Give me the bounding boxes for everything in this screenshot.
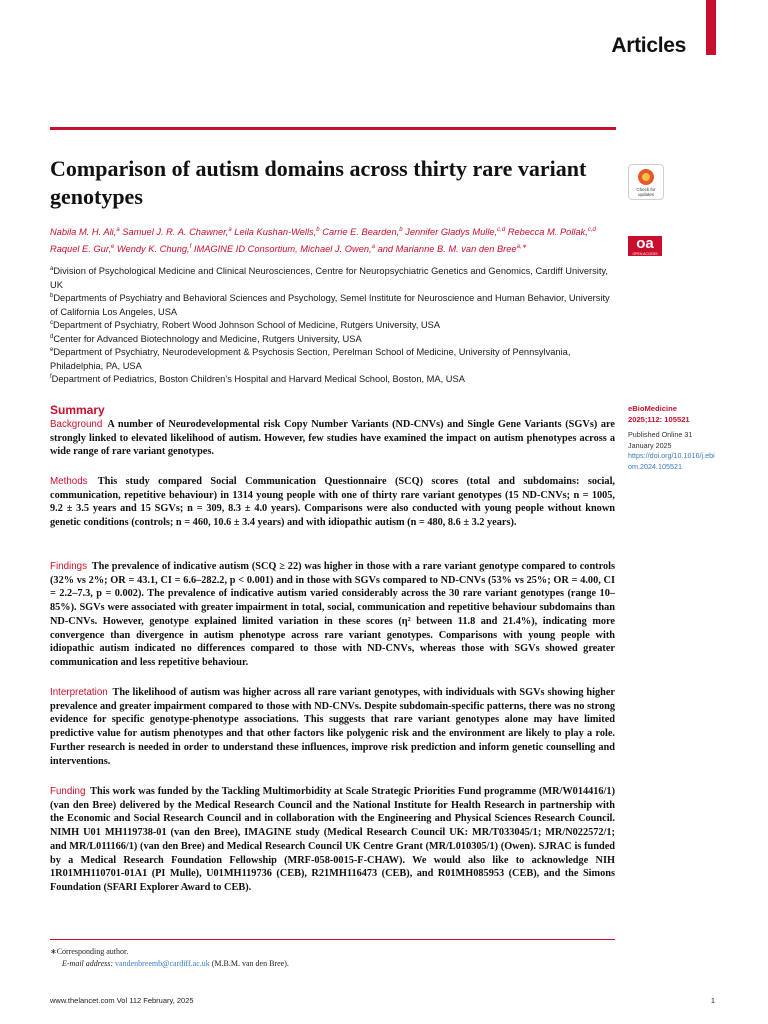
affiliation-marker: a — [50, 265, 54, 272]
affiliation-item — [50, 346, 620, 373]
funding-label: Funding — [50, 786, 86, 797]
article-metadata-sidebar — [628, 403, 718, 472]
summary-heading: Summary — [50, 403, 105, 417]
affiliation-text: Center for Advanced Biotechnology and Medicine, Rutgers University, USA — [53, 333, 362, 344]
affiliation-item — [50, 319, 620, 333]
page-number: 1 — [710, 996, 715, 1005]
affiliation-marker: f — [50, 373, 52, 380]
background-text: A number of Neurodevelopmental risk Copy Number Variants (ND-CNVs) and Single Gene Variants (SGVs) are strongly linked to elevated likelihood of autism. However, few studies have examined the impact on autism phenotypes across a wide range of rare variant genotypes. — [50, 419, 615, 458]
page-footer-journal-info: www.thelancet.com Vol 112 February, 2025 — [50, 996, 194, 1005]
email-label: E-mail address: — [62, 958, 114, 968]
author-affiliation-marker: f — [189, 243, 192, 250]
email-link[interactable]: vandenbreemb@cardiff.ac.uk — [115, 958, 210, 968]
footnote-divider — [50, 939, 615, 940]
affiliation-item — [50, 373, 620, 387]
check-updates-icon-center — [642, 173, 650, 181]
funding-paragraph — [50, 785, 615, 895]
background-label: Background — [50, 419, 103, 430]
author-name[interactable]: Jennifer Gladys Mulle, — [405, 227, 498, 237]
published-date: Published Online 31 January 2025 — [628, 430, 693, 450]
interpretation-text: The likelihood of autism was higher across all rare variant genotypes, with individuals with SGVs showing higher prevalence and greater impairment compared to those with ND-CNVs. Despite subdomain-specific patterns, there was no strong evidence for specific genotype-phenotype associations. This suggests that rare variant genotypes alone may have limited predictive value for autism phenotypes and that other factors like polygenic risk and the environment are likely to play a role. Further research is needed in order to understand these influences, improve risk prediction and inform genetic counselling and interventions. — [50, 687, 616, 767]
author-name[interactable]: Raquel E. Gur, — [50, 244, 111, 254]
author-name[interactable]: Rebecca M. Pollak, — [507, 227, 588, 237]
email-line — [50, 958, 615, 970]
open-access-logo-subtext: OPEN ACCESS — [632, 252, 658, 256]
section-label: Articles — [611, 34, 686, 57]
author-list — [50, 224, 615, 258]
author-affiliation-marker: e — [110, 243, 115, 250]
affiliation-list — [50, 265, 620, 387]
affiliation-item — [50, 333, 620, 347]
author-name[interactable]: Nabila M. H. Ali, — [50, 227, 117, 237]
open-access-logo — [628, 236, 662, 256]
author-name[interactable]: IMAGINE ID Consortium, Michael J. Owen, — [193, 244, 372, 254]
author-affiliation-marker: a — [228, 226, 232, 233]
title-divider — [50, 127, 616, 130]
author-affiliation-marker: b — [399, 226, 403, 233]
affiliation-text: Department of Pediatrics, Boston Children’s Hospital and Harvard Medical School, Boston, MA, USA — [51, 374, 465, 384]
funding-text: This work was funded by the Tackling Multimorbidity at Scale Strategic Priorities Fund programme (MR/W014416/1) (van den Bree) delivered by the Medical Research Council and the National Institute for Health Research in partnership with the Economic and Social Research Council and in collaboration with the Engineering and Physical Sciences Research Council. NIMH U01 MH119738-01 (van den Bree), IMAGINE study (Medical Research Council UK: MR/T033045/1; MR/N022572/1; and MR/L011166/1) (van den Bree) and Medical Research Council UK Centre Grant (MR/L010305/1) (Owen). SJRAC is funded by a Medical Research Foundation Fellowship (MRF-058-0015-F-CHAW). We would also like to acknowledge NIH 1R01MH110701-01A1 (PI Mulle), U01MH119736 (CEB), R21MH116473 (CEB), and R01MH085953 (CEB), and the Simons Foundation (SFARI Explorer Award to CEB). — [50, 786, 616, 893]
check-updates-label: Check for updates — [636, 187, 656, 197]
methods-text: This study compared Social Communication Questionnaire (SCQ) scores (total and subdomains: social, communication, repetitive behaviour) in 1314 young people with one of thirty rare variant genotypes (15 ND-CNVs; n = 1005, 9.2 ± 3.5 years and 15 SGVs; n = 309, 8.3 ± 4.0 years). Comparisons were also conducted with young people without known genetic conditions (controls; n = 460, 10.6 ± 3.4 years) and with idiopathic autism (n = 480, 8.6 ± 3.2 years). — [50, 476, 615, 529]
author-affiliation-marker: a,∗ — [516, 243, 527, 250]
background-paragraph — [50, 418, 615, 459]
author-affiliation-marker: c,d — [587, 226, 596, 233]
journal-volume: 2025;112: 105521 — [628, 415, 690, 424]
author-name[interactable]: Carrie E. Bearden, — [322, 227, 400, 237]
affiliation-marker: b — [50, 292, 54, 299]
corresponding-author-note: ∗Corresponding author. — [50, 947, 129, 956]
findings-text: The prevalence of indicative autism (SCQ ≥ 22) was higher in those with a rare variant genotype compared to controls (32% vs 2%; OR = 43.1, CI = 6.6–282.2, p < 0.001) and in those with SGVs compared to ND-CNVs (53% vs 25%; OR = 4.00, CI = 2.2–7.3, p = 0.002). The prevalence of indicative autism varied considerably across the 30 rare variant genotypes (range 10–85%). SGVs were associated with greater impairment in total, social, communication and repetitive behaviour subdomains than ND-CNVs. However, genotype explained limited variation in these scores (η² between 11.8 and 21.4%), indicating more convergence than divergence in autism phenotype across rare variant genotypes. Comparisons with young people with idiopathic autism indicated no differences compared to those with ND-CNVs, whereas those with SGVs showed greater communication and less repetitive behaviour. — [50, 561, 616, 668]
article-title: Comparison of autism domains across thirty rare variant genotypes — [50, 156, 587, 209]
findings-paragraph — [50, 560, 615, 670]
author-name[interactable]: Wendy K. Chung, — [116, 244, 190, 254]
methods-paragraph — [50, 475, 615, 530]
affiliation-text: Division of Psychological Medicine and Clinical Neurosciences, Centre for Neuropsychiatric Genetics and Genomics, Cardiff University, UK — [50, 266, 608, 290]
journal-color-bar — [706, 0, 716, 55]
author-affiliation-marker: a — [116, 226, 120, 233]
affiliation-text: Departments of Psychiatry and Behavioral Sciences and Psychology, Semel Institute for Neuroscience and Human Behavior, University of California Los Angeles, USA — [50, 293, 610, 317]
doi-link[interactable]: https://doi.org/10.1016/j.ebiom.2024.105521 — [628, 451, 715, 471]
author-affiliation-marker: a — [371, 243, 375, 250]
journal-name: eBioMedicine — [628, 404, 677, 413]
author-affiliation-marker: b — [316, 226, 320, 233]
author-name[interactable]: and Marianne B. M. van den Bree — [377, 244, 517, 254]
affiliation-marker: c — [50, 319, 53, 326]
affiliation-marker: d — [50, 333, 54, 340]
check-for-updates-badge[interactable] — [628, 164, 664, 200]
interpretation-paragraph — [50, 686, 615, 768]
author-affiliation-marker: c,d — [497, 226, 506, 233]
author-name[interactable]: Leila Kushan-Wells, — [234, 227, 317, 237]
affiliation-marker: e — [50, 346, 54, 353]
interpretation-label: Interpretation — [50, 687, 108, 698]
footnotes — [50, 946, 615, 969]
open-access-logo-text: oa — [636, 235, 654, 252]
methods-label: Methods — [50, 476, 88, 487]
affiliation-text: Department of Psychiatry, Neurodevelopment & Psychosis Section, Perelman School of Medicine, University of Pennsylvania, Philadelphia, PA, USA — [50, 347, 571, 371]
findings-label: Findings — [50, 561, 88, 572]
affiliation-text: Department of Psychiatry, Robert Wood Johnson School of Medicine, Rutgers University, USA — [53, 320, 441, 330]
affiliation-item — [50, 292, 620, 319]
email-owner: (M.B.M. van den Bree). — [211, 958, 289, 968]
affiliation-item — [50, 265, 620, 292]
author-name[interactable]: Samuel J. R. A. Chawner, — [122, 227, 229, 237]
